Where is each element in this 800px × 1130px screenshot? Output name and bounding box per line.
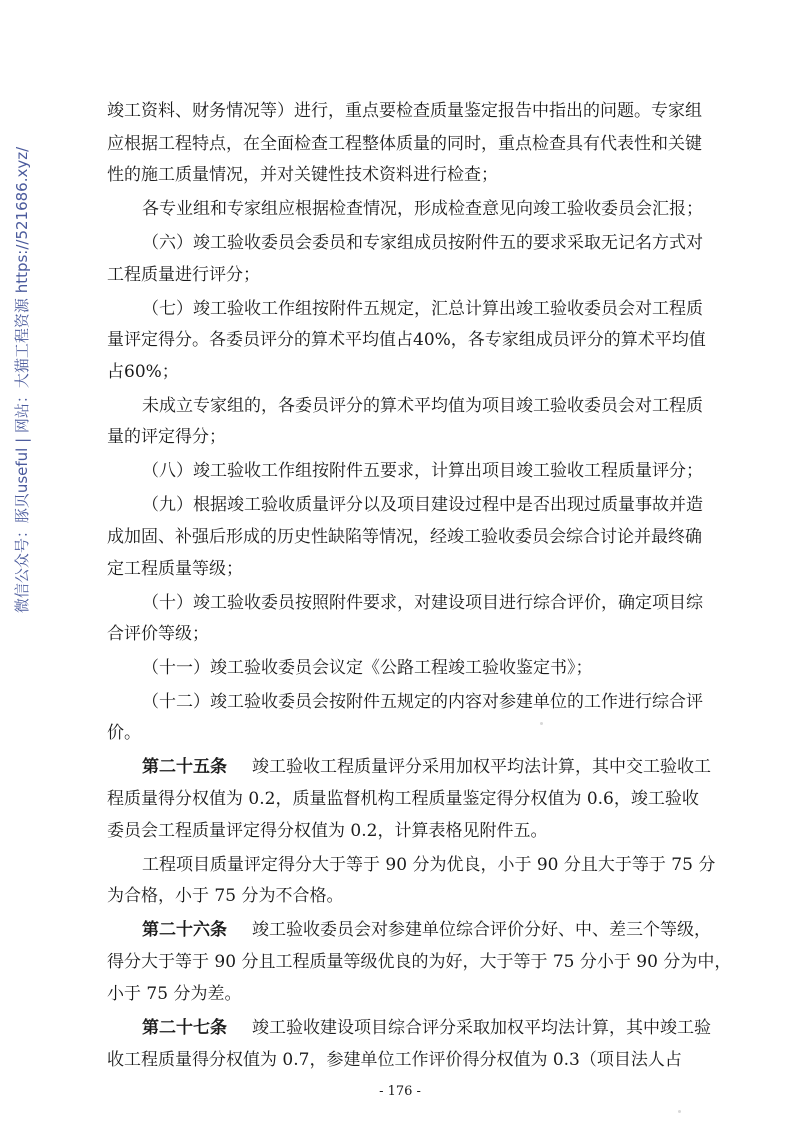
text-line: 合评价等级； [107, 624, 209, 644]
page-number: - 176 - [379, 1084, 421, 1099]
text-line: 收工程质量得分权值为 0.7，参建单位工作评价得分权值为 0.3（项目法人占 [107, 1050, 682, 1070]
text-line: 竣工资料、财务情况等）进行，重点要检查质量鉴定报告中指出的问题。专家组 [107, 101, 702, 121]
text-line: （十二）竣工验收委员会按附件五规定的内容对参建单位的工作进行综合评 [142, 692, 703, 712]
text-line: 竣工验收工程质量评分采用加权平均法计算，其中交工验收工 [252, 757, 711, 777]
text-line: （七）竣工验收工作组按附件五规定，汇总计算出竣工验收委员会对工程质 [142, 299, 703, 319]
scan-speck [678, 1110, 681, 1113]
text-line: 价。 [107, 723, 141, 743]
article-27-heading: 第二十七条 [142, 1018, 227, 1038]
text-line: （八）竣工验收工作组按附件五要求，计算出项目竣工验收工程质量评分； [142, 461, 703, 481]
text-line: （六）竣工验收委员会委员和专家组成员按附件五的要求采取无记名方式对 [142, 233, 703, 253]
text-line: 程质量得分权值为 0.2，质量监督机构工程质量鉴定得分权值为 0.6，竣工验收 [107, 789, 699, 809]
text-line: （十）竣工验收委员按照附件要求，对建设项目进行综合评价，确定项目综 [142, 593, 703, 613]
text-line: 竣工验收建设项目综合评分采取加权平均法计算，其中竣工验 [252, 1018, 711, 1038]
scan-speck [540, 722, 543, 725]
text-line: 小于 75 分为差。 [107, 984, 242, 1004]
text-line: 应根据工程特点，在全面检查工程整体质量的同时，重点检查具有代表性和关键 [107, 134, 702, 154]
text-line: （九）根据竣工验收质量评分以及项目建设过程中是否出现过质量事故并造 [142, 495, 703, 515]
text-line: 委员会工程质量评定得分权值为 0.2，计算表格见附件五。 [107, 821, 548, 841]
text-line: 定工程质量等级； [107, 559, 243, 579]
text-line: 性的施工质量情况，并对关键性技术资料进行检查； [107, 165, 498, 185]
text-line: （十一）竣工验收委员会议定《公路工程竣工验收鉴定书》； [142, 658, 593, 678]
text-line: 各专业组和专家组应根据检查情况，形成检查意见向竣工验收委员会汇报； [142, 199, 703, 219]
article-26-heading: 第二十六条 [142, 920, 227, 940]
text-line: 成加固、补强后形成的历史性缺陷等情况，经竣工验收委员会综合讨论并最终确 [107, 527, 702, 547]
text-line: 为合格，小于 75 分为不合格。 [107, 886, 344, 906]
text-line: 工程项目质量评定得分大于等于 90 分为优良，小于 90 分且大于等于 75 分 [142, 855, 716, 875]
article-25-heading: 第二十五条 [142, 757, 227, 777]
text-line: 未成立专家组的，各委员评分的算术平均值为项目竣工验收委员会对工程质 [142, 396, 703, 416]
text-line: 占60%； [107, 362, 179, 382]
text-line: 得分大于等于 90 分且工程质量等级优良的为好，大于等于 75 分小于 90 分为中， [107, 952, 732, 972]
text-line: 竣工验收委员会对参建单位综合评价分好、中、差三个等级， [252, 920, 711, 940]
side-watermark: 微信公众号：豚贝useful | 网站：大猫工程资源 https://521686.xyz/ [13, 146, 31, 614]
text-line: 工程质量进行评分； [107, 265, 260, 285]
text-line: 量评定得分。各委员评分的算术平均值占40%，各专家组成员评分的算术平均值 [107, 330, 706, 350]
text-line: 量的评定得分； [107, 427, 226, 447]
